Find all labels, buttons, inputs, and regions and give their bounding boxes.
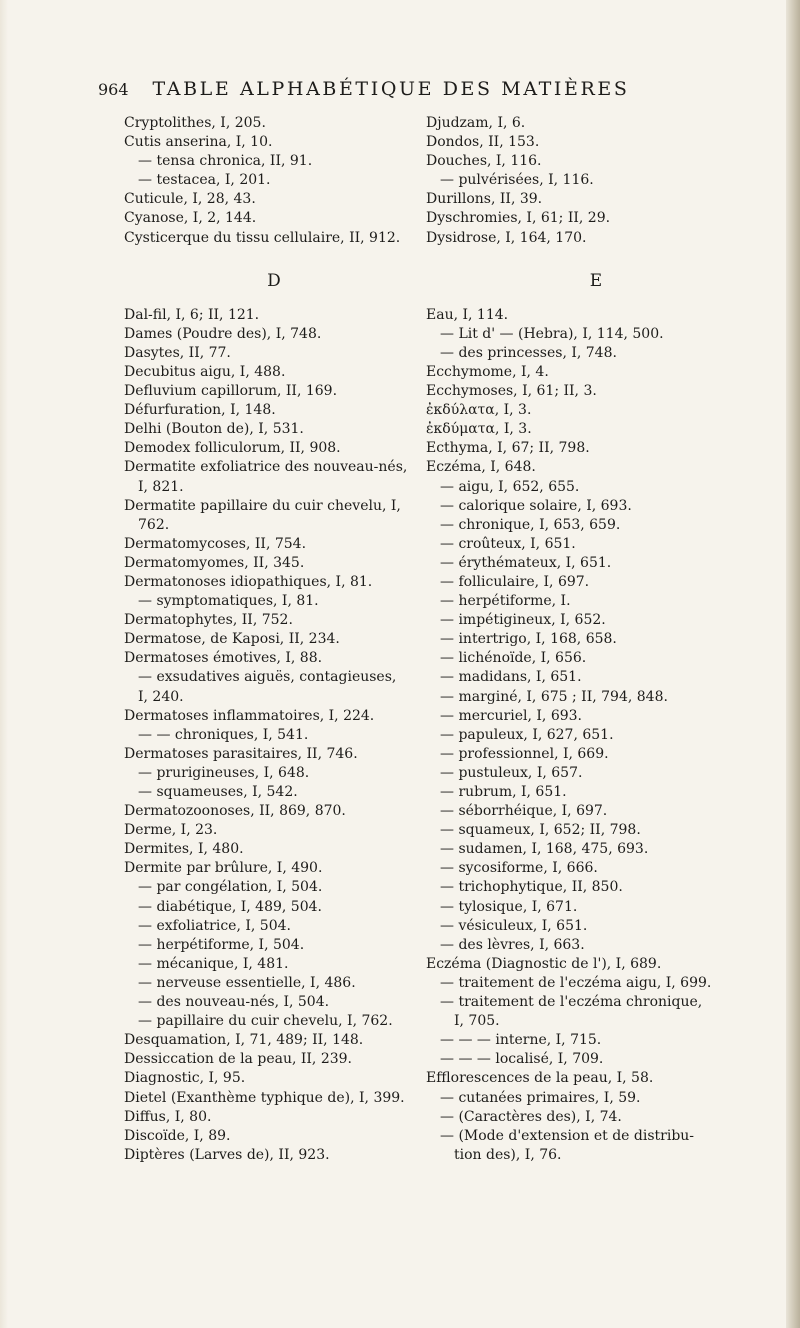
page-title: TABLE ALPHABÉTIQUE DES MATIÈRES [152, 78, 630, 100]
running-header [98, 78, 738, 104]
index-entry: Dermatomycoses, II, 754. [124, 535, 307, 552]
index-entry: Cutis anserina, I, 10. [124, 134, 273, 151]
index-entry: Ecthyma, I, 67; II, 798. [426, 440, 590, 457]
index-entry: — papuleux, I, 627, 651. [440, 726, 614, 743]
index-entry: — sudamen, I, 168, 475, 693. [440, 841, 649, 858]
index-entry: — (Mode d'extension et de distribu- [440, 1127, 695, 1144]
index-entry: — lichénoïde, I, 656. [440, 650, 587, 667]
index-entry: — symptomatiques, I, 81. [138, 593, 319, 610]
index-entry: Dermatoses inflammatoires, I, 224. [124, 707, 375, 724]
index-entry: Dal-fil, I, 6; II, 121. [124, 306, 260, 323]
index-entry: Cyanose, I, 2, 144. [124, 210, 257, 227]
index-entry: — séborrhéique, I, 697. [440, 803, 608, 820]
index-entry: Dermatose, de Kaposi, II, 234. [124, 631, 340, 648]
index-entry: — — — interne, I, 715. [440, 1032, 602, 1049]
index-entry: Dermatozoonoses, II, 869, 870. [124, 803, 346, 820]
index-entry: — traitement de l'eczéma chronique, [440, 994, 703, 1011]
index-entry: Ecchymoses, I, 61; II, 3. [426, 383, 597, 400]
index-entry: Decubitus aigu, I, 488. [124, 363, 286, 380]
index-entry: — tensa chronica, II, 91. [138, 153, 313, 170]
index-entry: Dames (Poudre des), I, 748. [124, 325, 322, 342]
index-entry: — (Caractères des), I, 74. [440, 1108, 622, 1125]
section-letter-d: D [267, 270, 281, 291]
index-entry: — squameux, I, 652; II, 798. [440, 822, 641, 839]
index-entry: — professionnel, I, 669. [440, 745, 609, 762]
index-entry: — traitement de l'eczéma aigu, I, 699. [440, 974, 712, 991]
index-entry: Cryptolithes, I, 205. [124, 115, 266, 131]
index-entry: — par congélation, I, 504. [138, 879, 323, 896]
index-entry: ἐκδύματα, I, 3. [426, 421, 532, 438]
index-entry: — pustuleux, I, 657. [440, 764, 583, 781]
index-entry: Dietel (Exanthème typhique de), I, 399. [124, 1089, 405, 1106]
index-entry: — des princesses, I, 748. [440, 344, 617, 361]
index-entry: Desquamation, I, 71, 489; II, 148. [124, 1032, 364, 1049]
index-entry: Diptères (Larves de), II, 923. [124, 1146, 330, 1163]
index-entry: Douches, I, 116. [426, 153, 542, 170]
index-entry: — pulvérisées, I, 116. [440, 172, 594, 189]
index-entry: — herpétiforme, I, 504. [138, 936, 305, 953]
index-entry: Dasytes, II, 77. [124, 344, 231, 361]
index-entry: Dyschromies, I, 61; II, 29. [426, 210, 611, 227]
index-entry: Défurfuration, I, 148. [124, 402, 276, 419]
index-entry: Delhi (Bouton de), I, 531. [124, 421, 304, 438]
index-entry: — intertrigo, I, 168, 658. [440, 631, 617, 648]
left-column [124, 114, 424, 1165]
index-entry: Eau, I, 114. [426, 306, 509, 323]
index-entry: — madidans, I, 651. [440, 669, 582, 686]
left-d-entries [124, 306, 424, 1165]
index-entry: — herpétiforme, I. [440, 593, 571, 610]
index-entry: Ecchymome, I, 4. [426, 363, 549, 380]
left-top-entries [124, 114, 424, 248]
right-column [426, 114, 766, 1165]
index-entry: — nerveuse essentielle, I, 486. [138, 974, 356, 991]
index-entry: — folliculaire, I, 697. [440, 573, 590, 590]
page-left-shadow [0, 0, 8, 1328]
index-entry: — érythémateux, I, 651. [440, 554, 612, 571]
index-entry: — squameuses, I, 542. [138, 784, 298, 800]
index-entry: — rubrum, I, 651. [440, 784, 567, 800]
index-entry: I, 240. [138, 688, 184, 705]
index-entry: Dermatomyomes, II, 345. [124, 554, 305, 571]
index-entry: I, 705. [454, 1013, 500, 1030]
index-entry: — cutanées primaires, I, 59. [440, 1089, 641, 1106]
index-entry: Diffus, I, 80. [124, 1108, 212, 1125]
index-entry: Demodex folliculorum, II, 908. [124, 440, 341, 457]
index-entry: tion des), I, 76. [454, 1146, 562, 1163]
index-entry: Durillons, II, 39. [426, 191, 543, 208]
index-entry: — croûteux, I, 651. [440, 535, 576, 552]
index-entry: — aigu, I, 652, 655. [440, 478, 580, 495]
index-entry: — mécanique, I, 481. [138, 955, 289, 972]
index-entry: — chronique, I, 653, 659. [440, 516, 621, 533]
index-entry: — tylosique, I, 671. [440, 898, 578, 915]
index-entry: Cysticerque du tissu cellulaire, II, 912. [124, 229, 401, 246]
index-entry: Dermatite exfoliatrice des nouveau-nés, [124, 459, 408, 476]
index-entry: Dermites, I, 480. [124, 841, 244, 858]
right-top-entries [426, 114, 766, 248]
index-entry: Cuticule, I, 28, 43. [124, 191, 256, 208]
index-entry: — mercuriel, I, 693. [440, 707, 582, 724]
index-entry: — marginé, I, 675 ; II, 794, 848. [440, 688, 668, 705]
index-entry: Dysidrose, I, 164, 170. [426, 229, 587, 246]
index-entry: — exsudatives aiguës, contagieuses, [138, 669, 397, 686]
index-entry: — trichophytique, II, 850. [440, 879, 623, 896]
index-entry: — des lèvres, I, 663. [440, 936, 585, 953]
index-entry: Efflorescences de la peau, I, 58. [426, 1070, 654, 1087]
section-letter-e: E [589, 270, 603, 291]
index-entry: — prurigineuses, I, 648. [138, 764, 310, 781]
index-entry: Dermite par brûlure, I, 490. [124, 860, 323, 877]
index-entry: — testacea, I, 201. [138, 172, 271, 189]
right-e-entries [426, 306, 766, 1165]
index-entry: — des nouveau-nés, I, 504. [138, 994, 330, 1011]
index-entry: Defluvium capillorum, II, 169. [124, 383, 338, 400]
index-entry: Discoïde, I, 89. [124, 1127, 231, 1144]
index-entry: Diagnostic, I, 95. [124, 1070, 246, 1087]
index-entry: — diabétique, I, 489, 504. [138, 898, 322, 915]
index-entry: — — chroniques, I, 541. [138, 726, 309, 743]
index-entry: Dermatoses émotives, I, 88. [124, 650, 323, 667]
index-entry: Derme, I, 23. [124, 822, 218, 839]
index-entry: — calorique solaire, I, 693. [440, 497, 632, 514]
index-entry: Djudzam, I, 6. [426, 115, 526, 131]
index-entry: — vésiculeux, I, 651. [440, 917, 588, 934]
index-entry: 762. [138, 516, 170, 533]
index-entry: — Lit d' — (Hebra), I, 114, 500. [440, 325, 664, 342]
index-entry: Eczéma, I, 648. [426, 459, 536, 476]
index-entry: — — — localisé, I, 709. [440, 1051, 604, 1068]
index-entry: Dermatophytes, II, 752. [124, 612, 293, 629]
index-entry: — exfoliatrice, I, 504. [138, 917, 291, 934]
index-entry: Dondos, II, 153. [426, 134, 540, 151]
index-entry: — sycosiforme, I, 666. [440, 860, 598, 877]
index-entry: I, 821. [138, 478, 184, 495]
index-entry: ἐκδύλατα, I, 3. [426, 402, 532, 419]
index-entry: Dermatoses parasitaires, II, 746. [124, 745, 358, 762]
page-right-edge [786, 0, 800, 1328]
index-entry: Eczéma (Diagnostic de l'), I, 689. [426, 955, 662, 972]
index-entry: — papillaire du cuir chevelu, I, 762. [138, 1013, 393, 1030]
page-number: 964 [98, 80, 129, 99]
index-entry: — impétigineux, I, 652. [440, 612, 606, 629]
index-entry: Dermatite papillaire du cuir chevelu, I, [124, 497, 401, 514]
index-entry: Dessiccation de la peau, II, 239. [124, 1051, 352, 1068]
index-entry: Dermatonoses idiopathiques, I, 81. [124, 573, 373, 590]
